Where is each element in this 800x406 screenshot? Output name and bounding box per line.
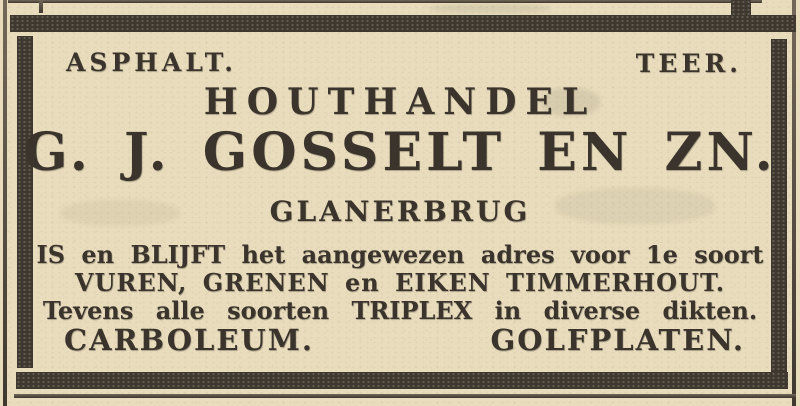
bottom-column-rule bbox=[14, 394, 796, 398]
bleed-through-smudge bbox=[430, 4, 550, 13]
slogan-line-3: Tevens alle soorten TRIPLEX in diverse dikten. bbox=[42, 296, 758, 325]
product-top-left: ASPHALT. bbox=[66, 48, 237, 77]
location: GLANERBRUG bbox=[269, 195, 531, 228]
slogan-line-2: VUREN, GRENEN en EIKEN TIMMERHOUT. bbox=[74, 268, 726, 297]
ad-border-top bbox=[10, 15, 796, 32]
product-bottom-right: GOLFPLATEN. bbox=[490, 323, 745, 357]
top-rule-of-ad-above bbox=[8, 0, 762, 3]
slogan-line-1: IS en BLIJFT het aangewezen adres voor 1e soort bbox=[36, 240, 764, 269]
remnant-rule-above-left bbox=[39, 0, 43, 13]
product-bottom-left: CARBOLEUM. bbox=[64, 323, 314, 357]
product-top-right: TEER. bbox=[635, 49, 742, 78]
business-type: HOUTHANDEL bbox=[203, 81, 597, 123]
ad-border-bottom bbox=[16, 372, 788, 389]
business-name: G. J. GOSSELT EN ZN. bbox=[23, 122, 777, 183]
